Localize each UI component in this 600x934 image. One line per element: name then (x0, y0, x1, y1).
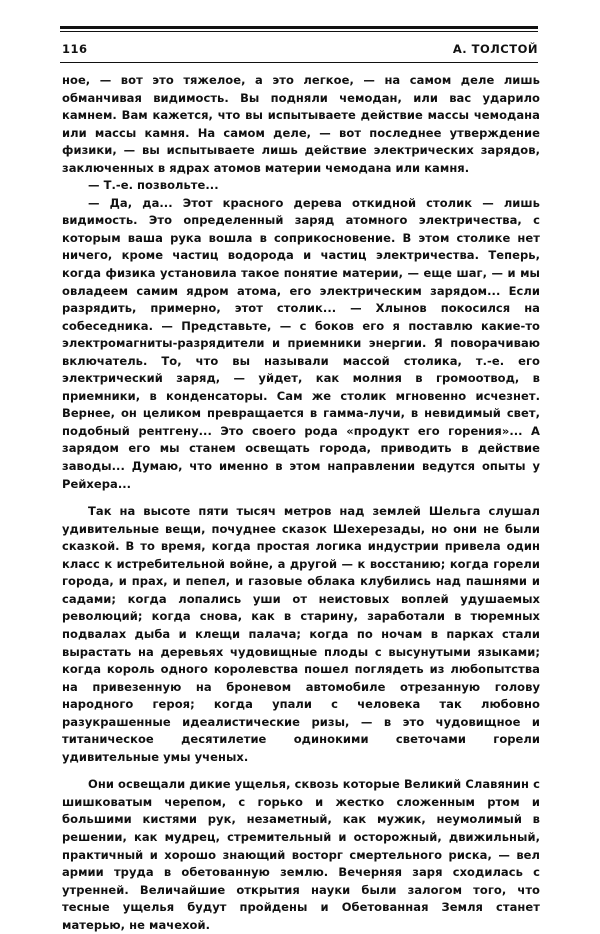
paragraph-continuation: ное, — вот это тяжелое, а это легкое, — на самом деле лишь обманчивая видимость. Вы подняли чемодан, или вас ударило камнем. Вам кажется, что вы испытываете действие массы чемодана или массы камня. На самом деле, — вот последнее утверждение физики, — вы испытываете лишь действие электрических зарядов, заключенных в ядрах атомов материи чемодана или камня. (62, 73, 540, 175)
paragraph-dialogue-long: — Да, да... Этот красного дерева откидной столик — лишь видимость. Это определенный заряд атомного электричества, с которым ваша рука вошла в соприкосновение. В этом столике нет ничего, кроме частиц водорода и частиц электричества. Теперь, когда физика установила такое понятие материи, — еще шаг, — и мы овладеем самим ядром атома, его электрическим зарядом... Если разрядить, примерно, этот столик... — Хлынов покосился на собеседника. — Представьте, — с боков его я поставлю какие-то электромагниты-разрядители и приемники энергии. Я поворачиваю включатель. То, что вы называли массой столика, т.-е. его электрический заряд, — уйдет, как молния в громоотвод, в приемники, в конденсаторы. Сам же столик мгновенно исчезнет. Вернее, он целиком превращается в гамма-лучи, в невидимый свет, подобный рентгену... Это своего рода «продукт его горения»... А зарядом его мы станем освещать города, приводить в действие заводы... Думаю, что именно в этом направлении ведутся опыты у Рейхера... (62, 195, 540, 491)
paragraph-shelga: Так на высоте пяти тысяч метров над землей Шельга слушал удивительные вещи, почуднее сказок Шехерезады, но они не были сказкой. В то время, когда простая логика индустрии привела один класс к истребительной войне, а другой — к восстанию; когда горели города, и прах, и пепел, и газовые облака клубились над пашнями и садами; когда лопались уши от неистовых воплей удушаемых революций; когда снова, как в старину, заработали в тюремных подвалах дыба и клещи палача; когда по ночам в парках стали вырастать на деревьях чудовищные плоды с высунутыми языками; когда король одного королевства пошел поглядеть из любопытства на привезенную на броневом автомобиле отрезанную голову народного героя; когда упали с человека так любовно разукрашенные идеалистические ризы, — в это чудовищное и титаническое десятилетие одинокими светочами горели удивительные умы ученых. (62, 504, 540, 764)
page-number: 116 (62, 42, 88, 56)
paragraph-slavyanin: Они освещали дикие ущелья, сквозь которые Великий Славянин с шишковатым черепом, с горько и жестко сложенным ртом и большими кистями рук, незаметный, как мужик, неумолимый в решении, как мудрец, стремительный и осторожный, движильный, практичный и хорошо знающий восторг смертельного риска, — вел армии труда в обетованную землю. Вечерняя заря сходилась с утренней. Величайшие открытия науки были залогом того, что тесные ущелья будут пройдены и Обетованная Земля станет матерью, не мачехой. (62, 777, 540, 932)
running-title: А. ТОЛСТОЙ (452, 42, 538, 56)
header-rule (60, 62, 538, 63)
running-header (62, 40, 538, 58)
paragraph-dialogue-short: — Т.-е. позвольте... (88, 178, 219, 193)
body-text (62, 72, 540, 934)
top-rule (60, 26, 538, 32)
